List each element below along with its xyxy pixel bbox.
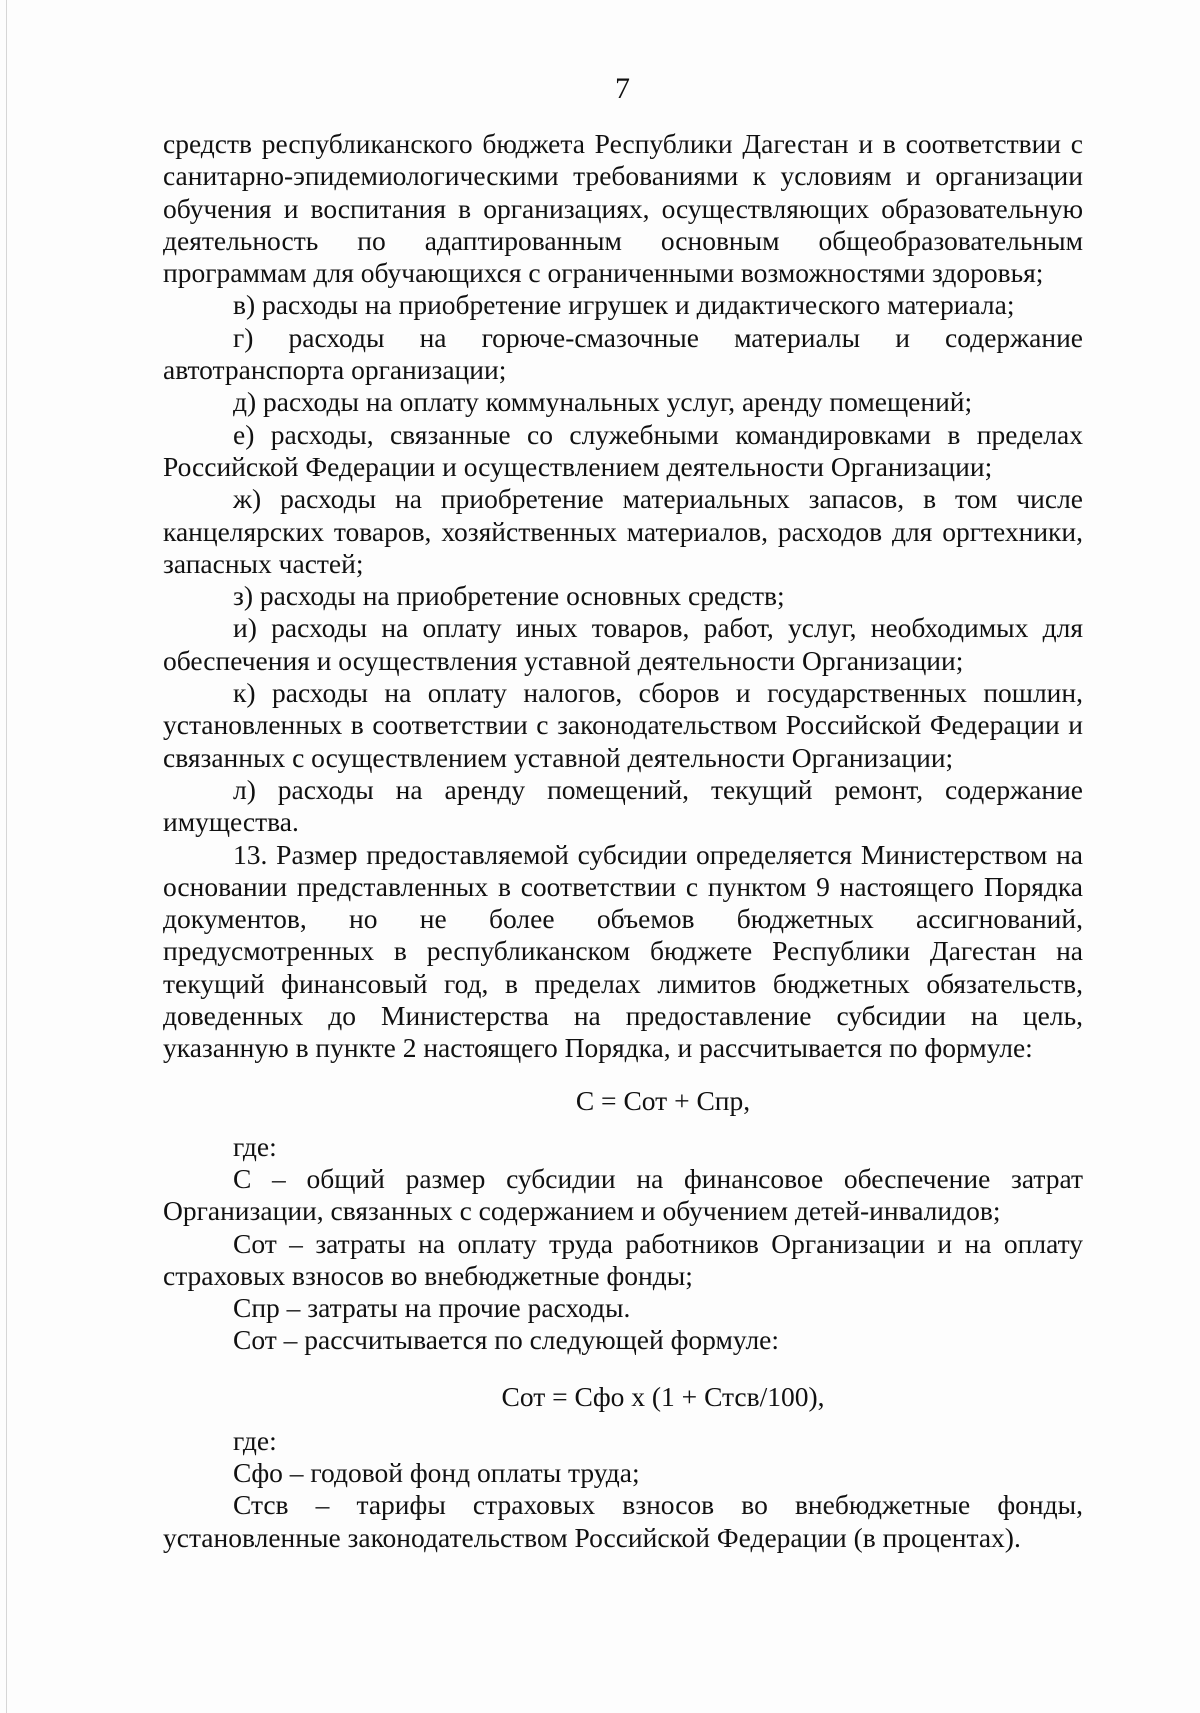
paragraph-continuation: средств республиканского бюджета Республики Дагестан и в соответствии с санитарно-эпидемиологическими требованиями к условиям и организации обучения и воспитания в организациях, осуществляющих образовательную деятельность по адаптированным основным общеобразовательным программам для обучающихся с ограниченными возможностями здоровья;: [163, 128, 1083, 289]
list-item-l: л) расходы на аренду помещений, текущий ремонт, содержание имущества.: [163, 773, 1083, 838]
cot-formula-intro: Сот – рассчитывается по следующей формуле:: [233, 1324, 780, 1356]
definition-cfo: Сфо – годовой фонд оплаты труда;: [233, 1456, 640, 1488]
definition-cot: Сот – затраты на оплату труда работников Организации и на оплату страховых взносов во внебюджетные фонды;: [163, 1227, 1083, 1291]
list-item-zh: ж) расходы на приобретение материальных запасов, в том числе канцелярских товаров, хозяйственных материалов, расходов для оргтехники, запасных частей;: [163, 483, 1083, 579]
definition-cpr: Спр – затраты на прочие расходы.: [233, 1292, 631, 1324]
list-item-d: д) расходы на оплату коммунальных услуг, аренду помещений;: [233, 386, 973, 418]
list-item-k: к) расходы на оплату налогов, сборов и государственных пошлин, установленных в соответствии с законодательством Российской Федерации и связанных с осуществлением уставной деятельности Организации;: [163, 677, 1083, 773]
formula-subsidy: С = Сот + Спр,: [575, 1084, 751, 1116]
page-edge-line: [6, 0, 7, 1713]
where-label-2: где:: [233, 1424, 277, 1456]
list-item-i: и) расходы на оплату иных товаров, работ, услуг, необходимых для обеспечения и осуществления уставной деятельности Организации;: [163, 612, 1083, 676]
list-item-e: е) расходы, связанные со служебными командировками в пределах Российской Федерации и осуществлением деятельности Организации;: [163, 418, 1083, 482]
list-item-v: в) расходы на приобретение игрушек и дидактического материала;: [233, 289, 1015, 321]
list-item-g: г) расходы на горюче-смазочные материалы и содержание автотранспорта организации;: [163, 321, 1083, 386]
definition-ctsv: Стсв – тарифы страховых взносов во внебюджетные фонды, установленные законодательством Российской Федерации (в процентах).: [163, 1489, 1083, 1553]
list-item-z: з) расходы на приобретение основных средств;: [233, 580, 785, 612]
paragraph-13: 13. Размер предоставляемой субсидии определяется Министерством на основании представленных в соответствии с пунктом 9 настоящего Порядка документов, но не более объемов бюджетных ассигнований, предусмотренных в республиканском бюджете Республики Дагестан на текущий финансовый год, в пределах лимитов бюджетных обязательств, доведенных до Министерства на предоставление субсидии на цель, указанную в пункте 2 настоящего Порядка, и рассчитывается по формуле:: [163, 838, 1083, 1064]
formula-cot: Сот = Сфо х (1 + Стсв/100),: [501, 1380, 825, 1412]
page-number: 7: [615, 72, 630, 105]
definition-c: С – общий размер субсидии на финансовое обеспечение затрат Организации, связанных с содержанием и обучением детей-инвалидов;: [163, 1162, 1083, 1227]
document-body: [163, 128, 1083, 1554]
where-label: где:: [233, 1130, 277, 1162]
